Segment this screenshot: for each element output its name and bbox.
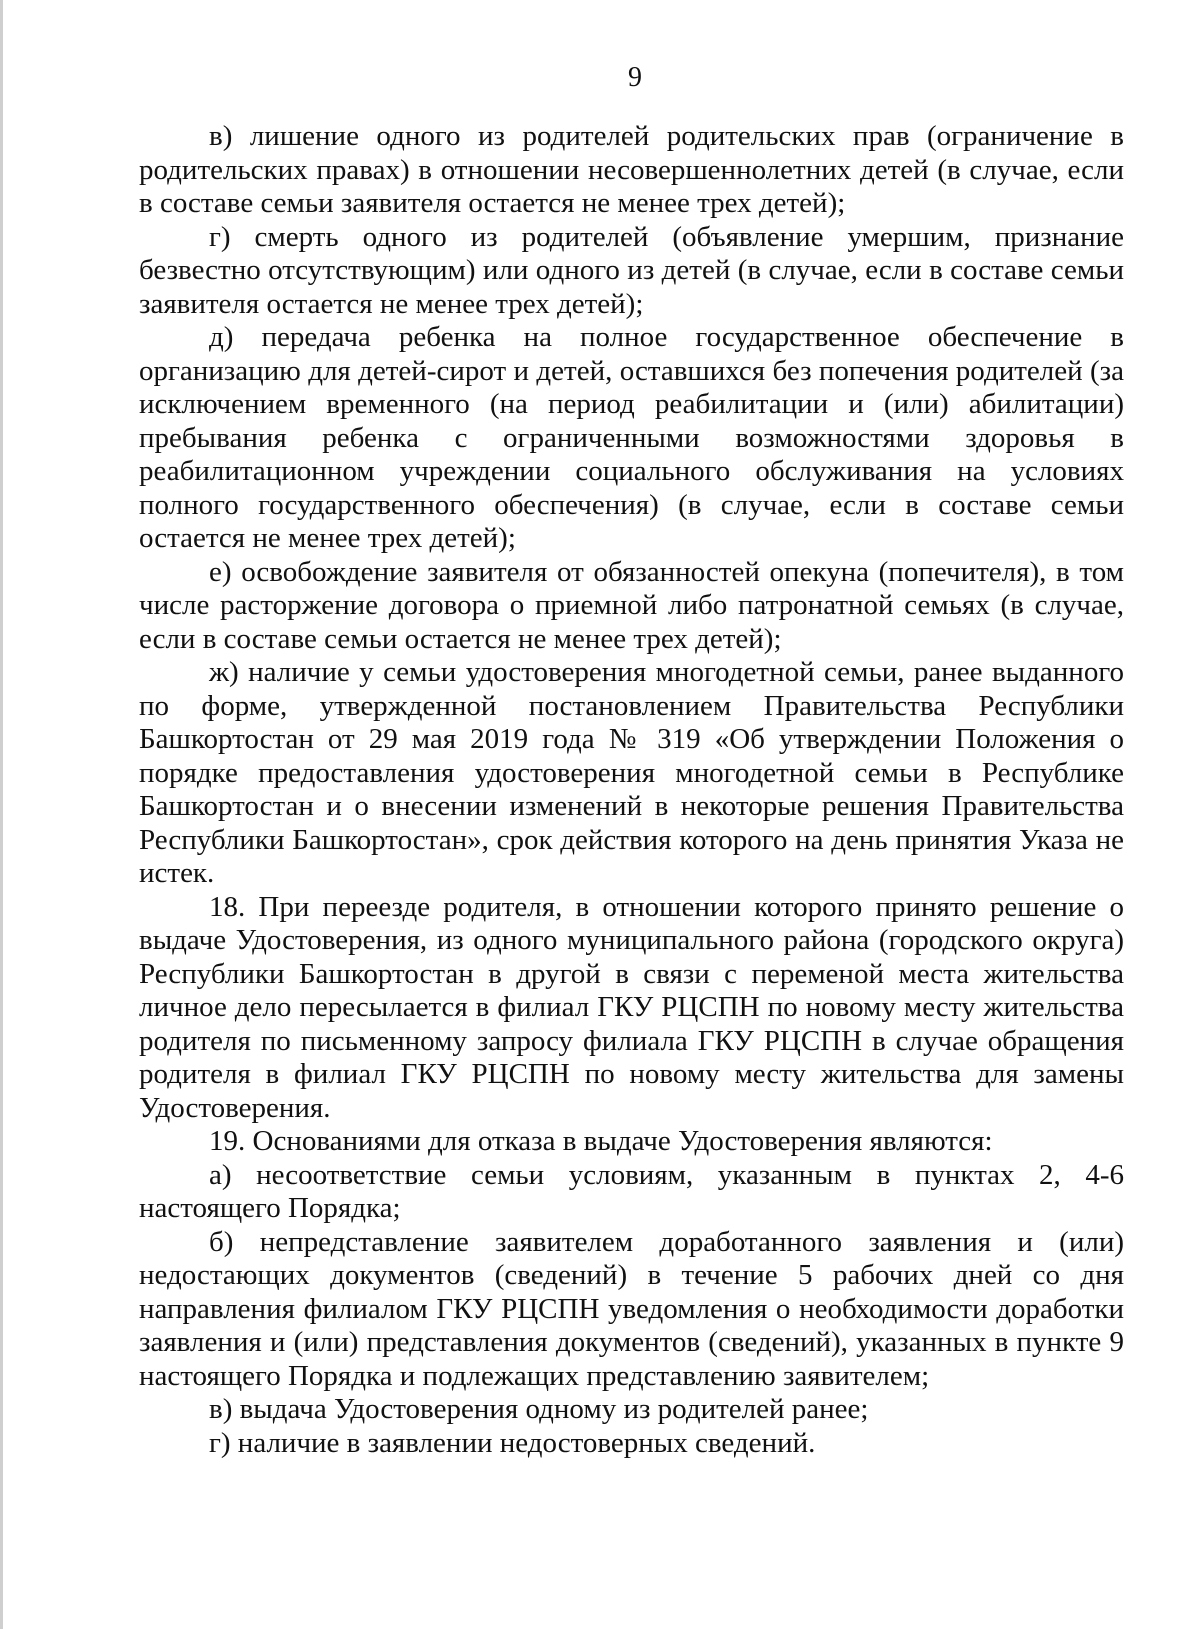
scan-edge-line bbox=[0, 0, 3, 1629]
paragraph-18-relocation: 18. При переезде родителя, в отношении которого принято решение о выдаче Удостоверения, из одного муниципального района (городского округа) Республики Башкортостан в другой в связи с переменой места жительства личное дело пересылается в филиал ГКУ РЦСПН по новому месту жительства родителя по письменному запросу филиала ГКУ РЦСПН в случае обращения родителя в филиал ГКУ РЦСПН по новому месту жительства для замены Удостоверения. bbox=[139, 890, 1124, 1124]
paragraph-e-guardian-release: е) освобождение заявителя от обязанностей опекуна (попечителя), в том числе расторжение договора о приемной либо патронатной семьях (в случае, если в составе семьи остается не менее трех детей); bbox=[139, 555, 1124, 655]
paragraph-d-state-care-transfer: д) передача ребенка на полное государственное обеспечение в организацию для детей-сирот и детей, оставшихся без попечения родителей (за исключением временного (на период реабилитации и (или) абилитации) пребывания ребенка с ограниченными возможностями здоровья в реабилитационном учреждении социального обслуживания на условиях полного государственного обеспечения) (в случае, если в составе семьи остается не менее трех детей); bbox=[139, 321, 1124, 554]
paragraph-g-death-of-parent: г) смерть одного из родителей (объявление умершим, признание безвестно отсутствующим) или одного из детей (в случае, если в составе семьи заявителя остается не менее трех детей); bbox=[139, 220, 1124, 320]
paragraph-g-false-information: г) наличие в заявлении недостоверных сведений. bbox=[209, 1426, 816, 1459]
page-number: 9 bbox=[628, 62, 642, 93]
document-body bbox=[139, 120, 1124, 1460]
paragraph-a-nonconformity: а) несоответствие семьи условиям, указанным в пунктах 2, 4-6 настоящего Порядка; bbox=[139, 1158, 1124, 1224]
paragraph-19-refusal-grounds: 19. Основаниями для отказа в выдаче Удостоверения являются: bbox=[209, 1125, 993, 1157]
paragraph-v-prior-issuance: в) выдача Удостоверения одному из родителей ранее; bbox=[209, 1393, 869, 1425]
paragraph-zh-existing-certificate: ж) наличие у семьи удостоверения многодетной семьи, ранее выданного по форме, утвержденной постановлением Правительства Республики Башкортостан от 29 мая 2019 года № 319 «Об утверждении Положения о порядке предоставления удостоверения многодетной семьи в Республике Башкортостан и о внесении изменений в некоторые решения Правительства Республики Башкортостан», срок действия которого на день принятия Указа не истек. bbox=[139, 656, 1124, 889]
paragraph-v-deprivation-of-rights: в) лишение одного из родителей родительских прав (ограничение в родительских правах) в отношении несовершеннолетних детей (в случае, если в составе семьи заявителя остается не менее трех детей); bbox=[139, 120, 1124, 219]
paragraph-b-missing-documents: б) непредставление заявителем доработанного заявления и (или) недостающих документов (сведений) в течение 5 рабочих дней со дня направления филиалом ГКУ РЦСПН уведомления о необходимости доработки заявления и (или) представления документов (сведений), указанных в пункте 9 настоящего Порядка и подлежащих представлению заявителем; bbox=[139, 1225, 1124, 1392]
